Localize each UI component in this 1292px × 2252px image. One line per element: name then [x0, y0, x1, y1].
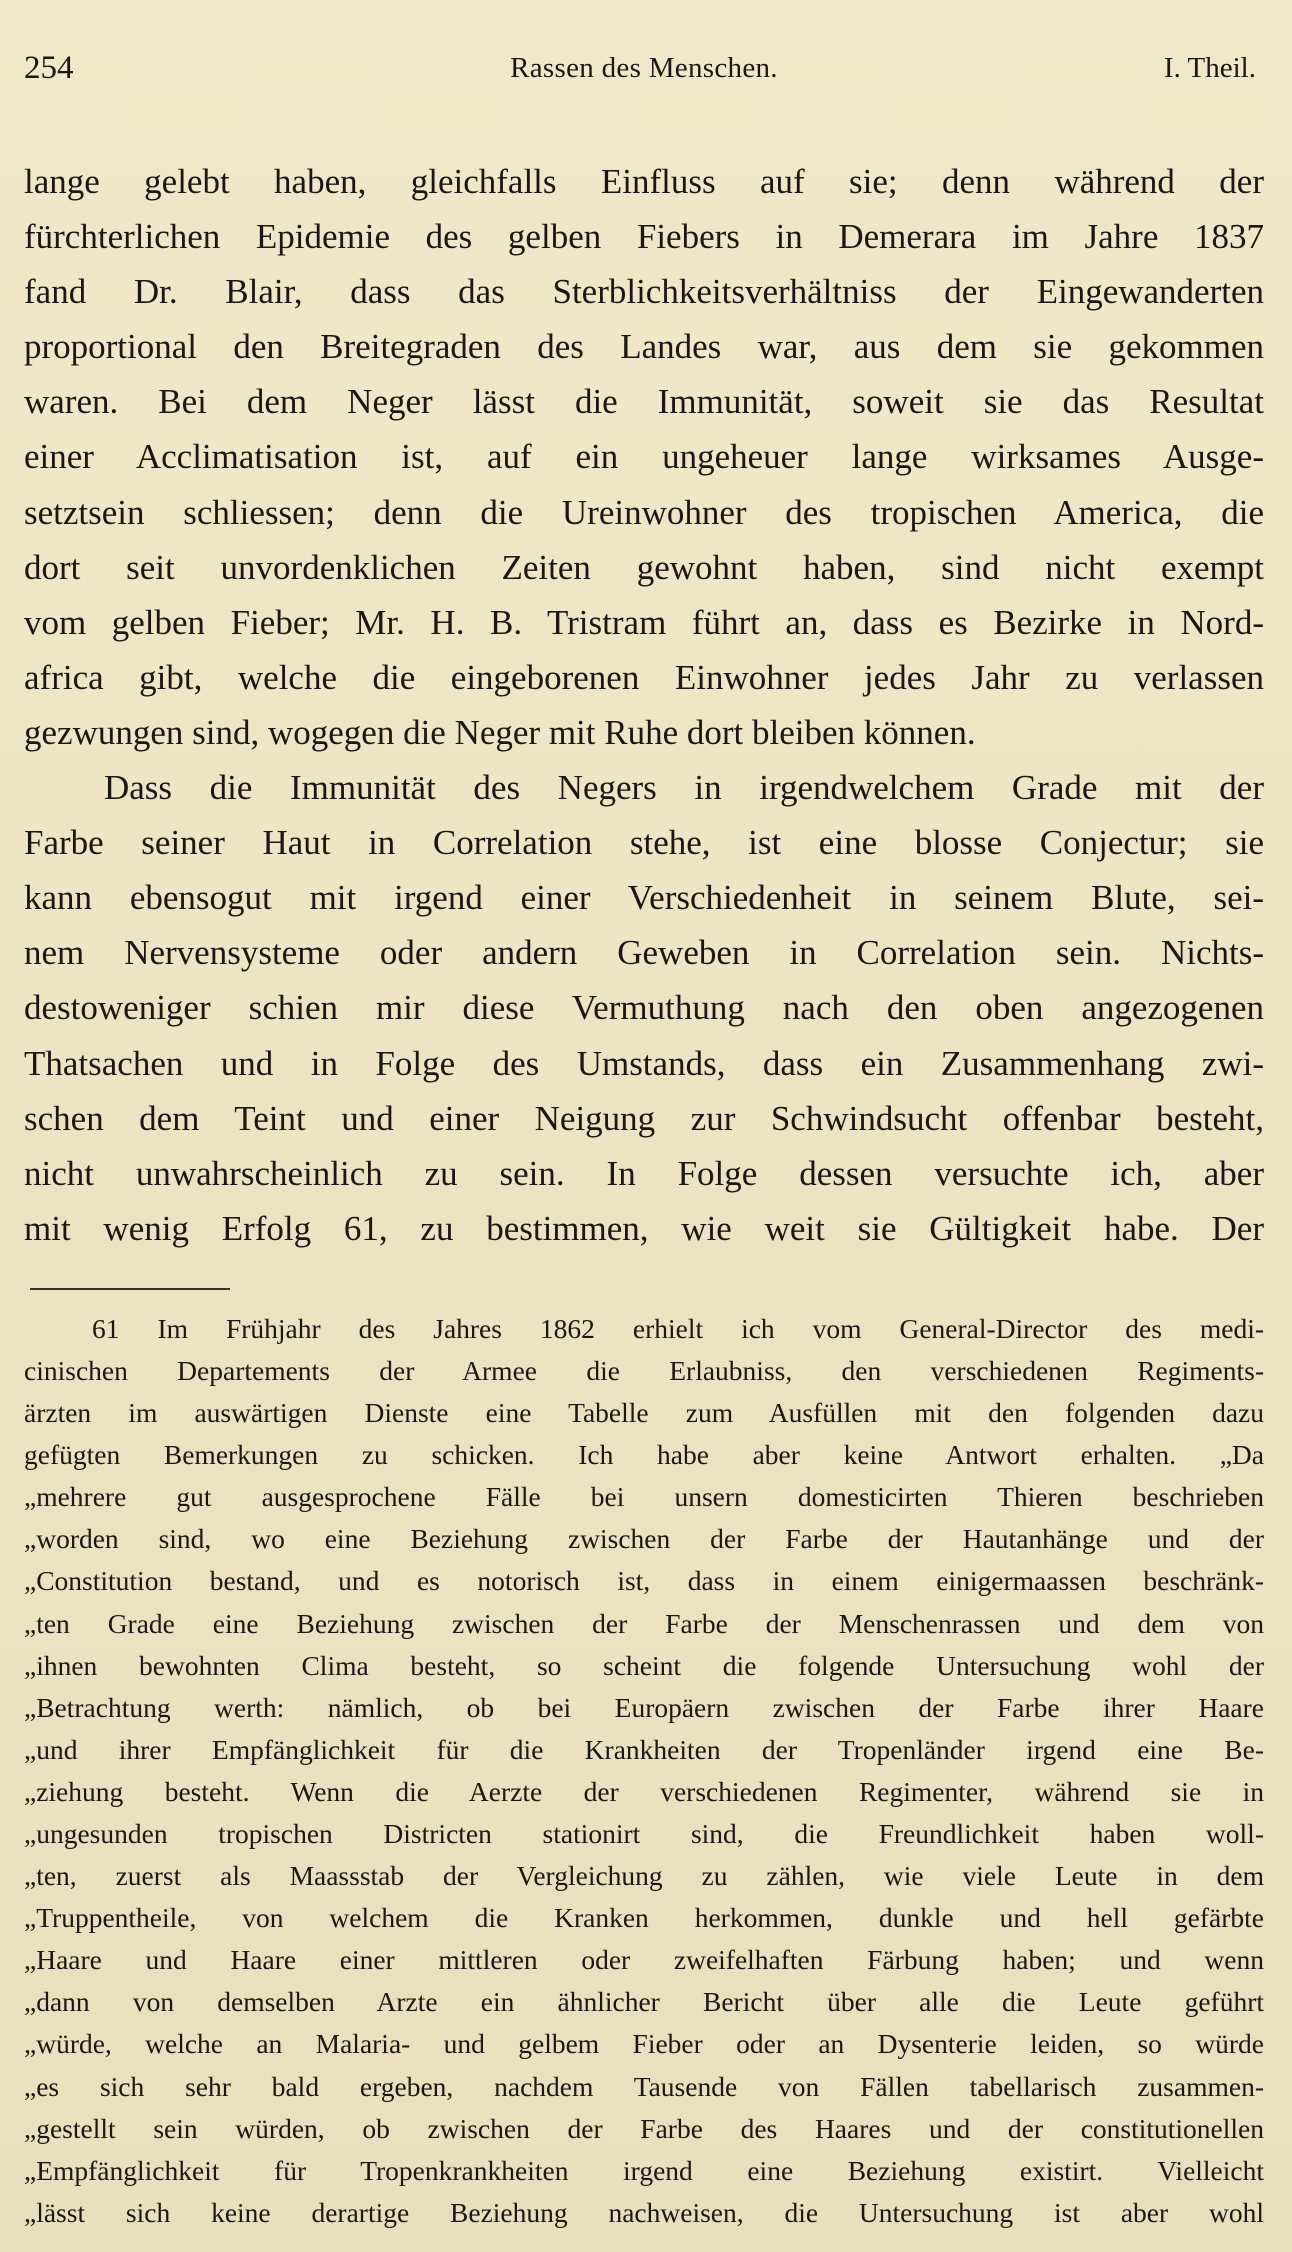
footnote-line: „dann von demselben Arzte ein ähnlicher Bericht über alle die Leute geführt [24, 1986, 1264, 2018]
footnote-line: ärzten im auswärtigen Dienste eine Tabelle zum Ausfüllen mit den folgenden dazu [24, 1397, 1264, 1429]
footnote-line: „worden sind, wo eine Beziehung zwischen der Farbe der Hautanhänge und der [24, 1523, 1264, 1555]
text-line: mit wenig Erfolg 61, zu bestimmen, wie weit sie Gültigkeit habe. Der [24, 1208, 1264, 1248]
footnote-line: „ungesunden tropischen Districten stationirt sind, die Freundlichkeit haben woll- [24, 1818, 1264, 1849]
footnote-line: „ten Grade eine Beziehung zwischen der Farbe der Menschenrassen und dem von [24, 1607, 1264, 1639]
text-line: destoweniger schien mir diese Vermuthung nach den oben angezogenen [24, 988, 1264, 1028]
text-line: lange gelebt haben, gleichfalls Einfluss auf sie; denn während der [24, 162, 1264, 201]
footnote-line: „ziehung besteht. Wenn die Aerzte der verschiedenen Regimenter, während sie in [24, 1775, 1264, 1807]
text-line: einer Acclimatisation ist, auf ein ungeheuer lange wirksames Ausge- [24, 437, 1264, 477]
text-line: kann ebensogut mit irgend einer Verschiedenheit in seinem Blute, sei- [24, 878, 1264, 918]
text-line: proportional den Breitegraden des Landes war, aus dem sie gekommen [24, 327, 1264, 367]
footnote-line: „ten, zuerst als Maassstab der Vergleichung zu zählen, wie viele Leute in dem [24, 1860, 1264, 1892]
text-line: fand Dr. Blair, dass das Sterblichkeitsverhältniss der Eingewanderten [24, 272, 1264, 312]
footnote-line: „Betrachtung werth: nämlich, ob bei Europäern zwischen der Farbe ihrer Haare [24, 1691, 1264, 1723]
text-line: vom gelben Fieber; Mr. H. B. Tristram führt an, dass es Bezirke in Nord- [24, 602, 1264, 642]
text-line: gezwungen sind, wogegen die Neger mit Ruhe dort bleiben können. [24, 712, 976, 752]
page-header [24, 42, 1264, 94]
footnote [24, 1308, 1264, 2234]
footnote-line: „und ihrer Empfänglichkeit für die Krankheiten der Tropenländer irgend eine Be- [24, 1733, 1264, 1765]
text-line: nem Nervensysteme oder andern Geweben in Correlation sein. Nichts- [24, 933, 1264, 973]
text-line: africa gibt, welche die eingeborenen Einwohner jedes Jahr zu verlassen [24, 657, 1264, 697]
text-line: setztsein schliessen; denn die Ureinwohner des tropischen America, die [24, 492, 1264, 532]
footnote-line: „Haare und Haare einer mittleren oder zweifelhaften Färbung haben; und wenn [24, 1944, 1264, 1976]
text-line: schen dem Teint und einer Neigung zur Schwindsucht offenbar besteht, [24, 1098, 1264, 1138]
footnote-line: „würde, welche an Malaria- und gelbem Fieber oder an Dysenterie leiden, so würde [24, 2028, 1264, 2060]
footnote-line: „ihnen bewohnten Clima besteht, so scheint die folgende Untersuchung wohl der [24, 1649, 1264, 1681]
paragraph-start-line: Dass die Immunität des Negers in irgendwelchem Grade mit der [104, 768, 1264, 808]
footnote-line: 61 Im Frühjahr des Jahres 1862 erhielt ich vom General-Director des medi- [92, 1312, 1264, 1344]
footnote-line: „mehrere gut ausgesprochene Fälle bei unsern domesticirten Thieren beschrieben [24, 1481, 1264, 1513]
text-line: waren. Bei dem Neger lässt die Immunität, soweit sie das Resultat [24, 382, 1264, 422]
main-text [24, 154, 1264, 1256]
part-label: I. Theil. [1163, 52, 1256, 84]
text-line: Farbe seiner Haut in Correlation stehe, ist eine blosse Conjectur; sie [24, 823, 1264, 863]
footnote-line: gefügten Bemerkungen zu schicken. Ich habe aber keine Antwort erhalten. „Da [24, 1439, 1264, 1471]
footnote-line: „Empfänglichkeit für Tropenkrankheiten irgend eine Beziehung existirt. Vielleicht [24, 2154, 1264, 2186]
text-line: dort seit unvordenklichen Zeiten gewohnt haben, sind nicht exempt [24, 547, 1264, 587]
footnote-line: „Constitution bestand, und es notorisch ist, dass in einem einigermaassen beschränk- [24, 1565, 1264, 1597]
page-number: 254 [24, 50, 74, 86]
footnote-divider [30, 1288, 230, 1290]
text-line: nicht unwahrscheinlich zu sein. In Folge dessen versuchte ich, aber [24, 1153, 1264, 1193]
text-line: fürchterlichen Epidemie des gelben Fiebers in Demerara im Jahre 1837 [24, 217, 1264, 257]
footnote-line: „lässt sich keine derartige Beziehung nachweisen, die Untersuchung ist aber wohl [24, 2196, 1264, 2228]
footnote-line: „es sich sehr bald ergeben, nachdem Tausende von Fällen tabellarisch zusammen- [24, 2070, 1264, 2102]
text-line: Thatsachen und in Folge des Umstands, dass ein Zusammenhang zwi- [24, 1043, 1264, 1083]
footnote-line: „Truppentheile, von welchem die Kranken herkommen, dunkle und hell gefärbte [24, 1902, 1264, 1934]
running-title: Rassen des Menschen. [510, 52, 778, 84]
footnote-line: cinischen Departements der Armee die Erlaubniss, den verschiedenen Regiments- [24, 1354, 1264, 1386]
footnote-line: „gestellt sein würden, ob zwischen der Farbe des Haares und der constitutionellen [24, 2112, 1264, 2144]
